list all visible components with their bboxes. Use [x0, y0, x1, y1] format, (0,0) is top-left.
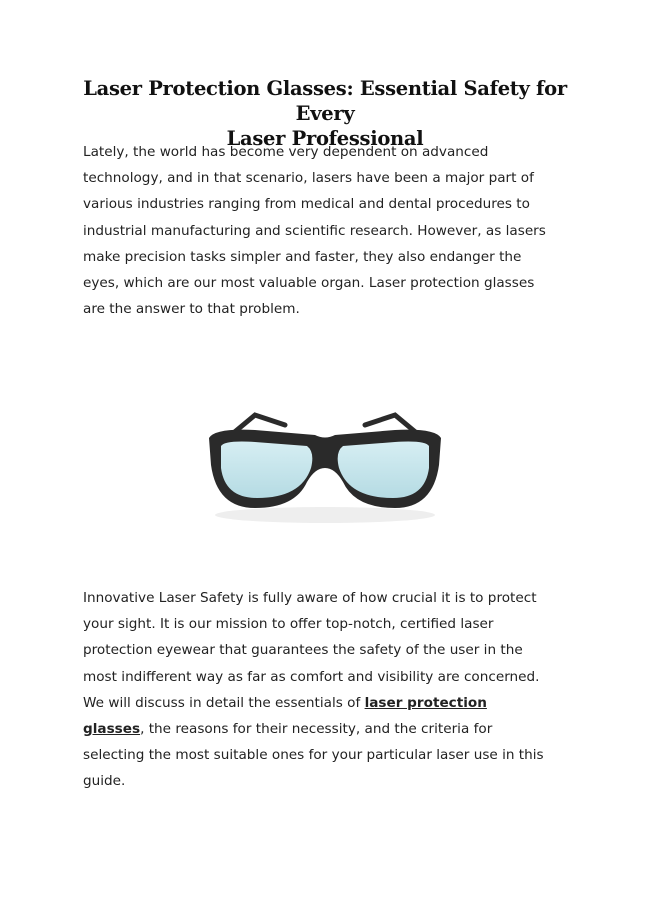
text-line: protection eyewear that guarantees the safety of the user in the [83, 642, 523, 659]
intro-paragraph [83, 139, 583, 322]
laser-protection-glasses-link-continued[interactable]: glasses [83, 721, 141, 738]
text-line: guide. [83, 773, 126, 790]
laser-protection-glasses-link[interactable]: laser protection [364, 694, 487, 711]
title-line: Laser Protection Glasses: Essential Safety for Every [83, 77, 567, 125]
text-line: are the answer to that problem. [83, 301, 300, 318]
text-line: various industries ranging from medical and dental procedures to [83, 196, 530, 213]
text-line: most indifferent way as far as comfort and visibility are concerned. [83, 668, 540, 685]
text-line: your sight. It is our mission to offer top-notch, certified laser [83, 616, 494, 633]
text-line: selecting the most suitable ones for your particular laser use in this [83, 747, 544, 764]
text-line: eyes, which are our most valuable organ. Laser protection glasses [83, 275, 535, 292]
text-line [83, 690, 583, 716]
text-line: Innovative Laser Safety is fully aware of how crucial it is to protect [83, 590, 537, 606]
text-line [83, 716, 583, 742]
laser-safety-glasses-image [195, 380, 455, 530]
text-segment: We will discuss in detail the essentials of [83, 694, 365, 711]
text-line: industrial manufacturing and scientific research. However, as lasers [83, 222, 546, 239]
text-segment: , the reasons for their necessity, and the criteria for [140, 721, 493, 738]
text-line: Lately, the world has become very dependent on advanced [83, 144, 489, 160]
text-line: technology, and in that scenario, lasers have been a major part of [83, 170, 534, 187]
second-paragraph [83, 585, 583, 795]
title-line: Laser Professional [226, 127, 424, 150]
text-line: make precision tasks simpler and faster, they also endanger the [83, 248, 522, 265]
